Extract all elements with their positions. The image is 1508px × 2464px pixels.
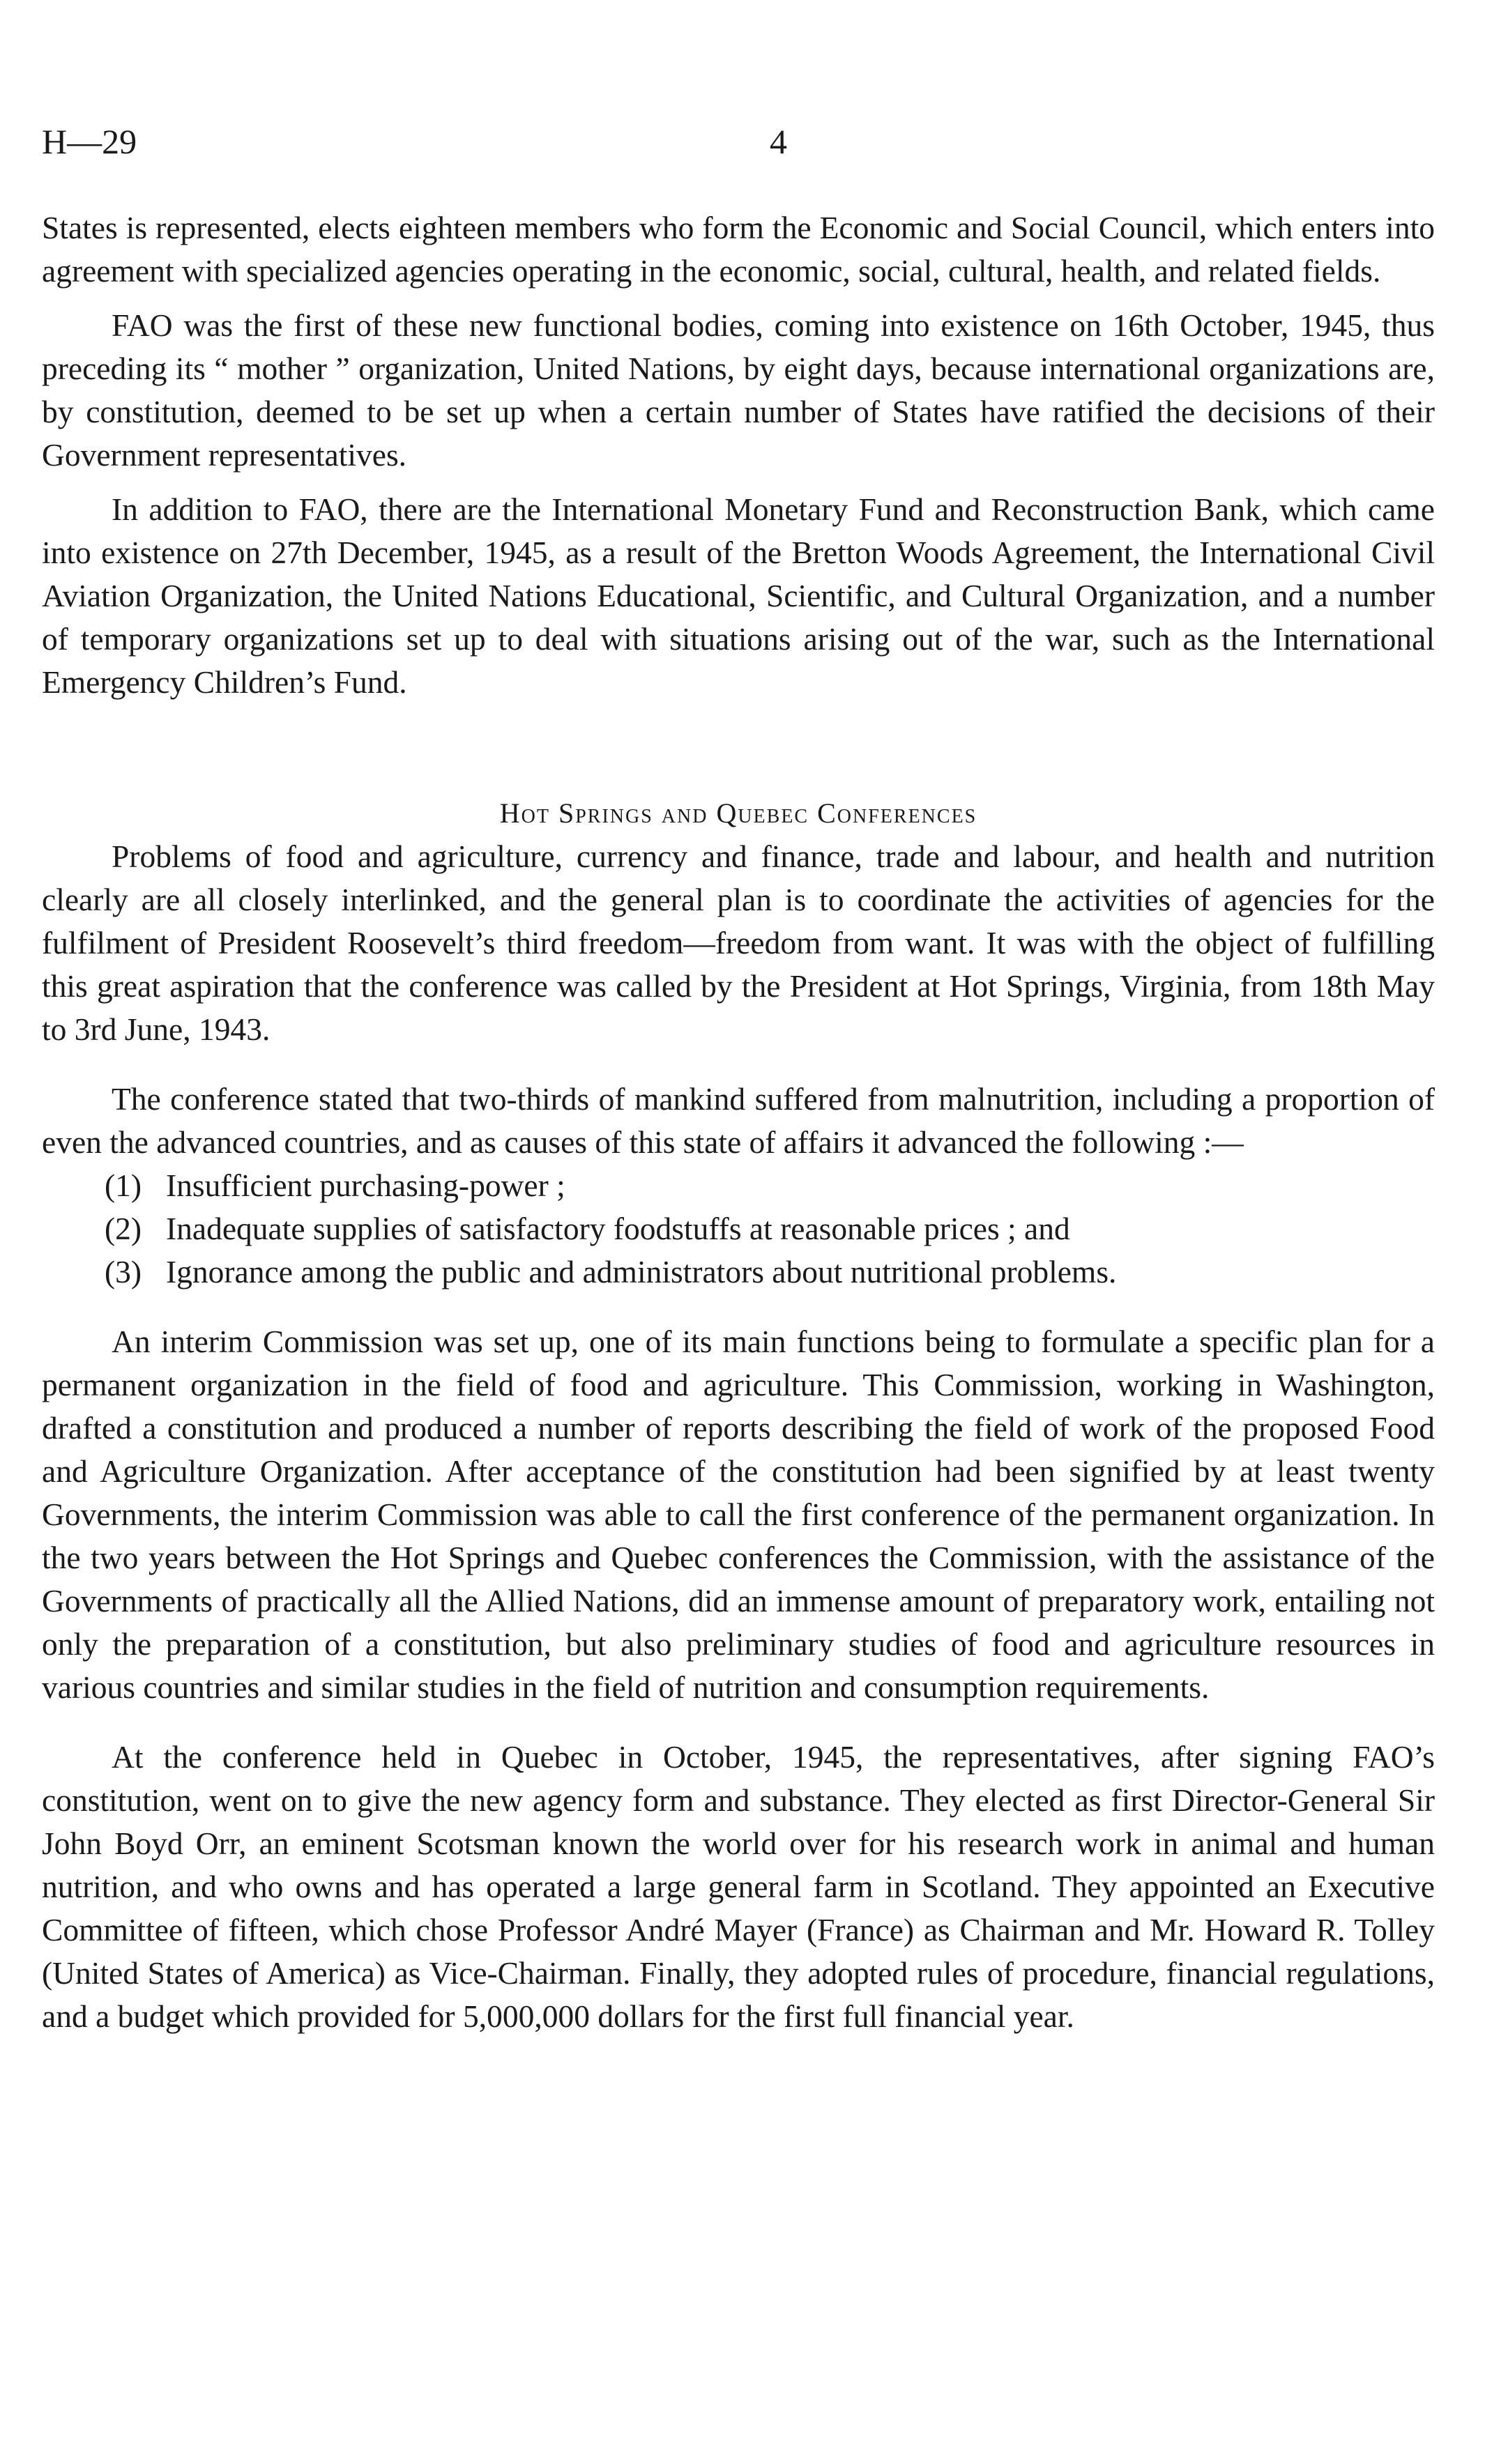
list-item-text: Inadequate supplies of satisfactory foodstuffs at reasonable prices ; and — [166, 1211, 1070, 1246]
list-item — [105, 1207, 1435, 1250]
page-header — [42, 117, 1435, 173]
list-item — [105, 1164, 1435, 1207]
paragraph-malnutrition: The conference stated that two-thirds of mankind suffered from malnutrition, including a proportion of even the advanced countries, and as causes of this state of affairs it advanced the following :— — [42, 1081, 1435, 1160]
document-reference: H—29 — [42, 122, 137, 161]
list-item-number: (1) — [105, 1168, 142, 1203]
section-body — [42, 835, 1435, 2038]
list-item-number: (2) — [105, 1211, 142, 1246]
list-item-number: (3) — [105, 1254, 142, 1290]
paragraph-quebec-conference: At the conference held in Quebec in October, 1945, the representatives, after signing FAO’s constitution, went on to give the new agency form and substance. They elected as first Director-General Sir John Boyd Orr, an eminent Scotsman known the world over for his research work in animal and human nutrition, and who owns and has operated a large general farm in Scotland. They appointed an Executive Committee of fifteen, which chose Professor André Mayer (France) as Chairman and Mr. Howard R. Tolley (United States of America) as Vice-Chairman. Finally, they adopted rules of procedure, financial regulations, and a budget which provided for 5,000,000 dollars for the first full financial year. — [42, 1739, 1435, 2034]
paragraph-problems: Problems of food and agriculture, currency and finance, trade and labour, and health and nutrition clearly are all closely interlinked, and the general plan is to coordinate the activities of agencies for the fulfilment of President Roosevelt’s third freedom—freedom from want. It was with the object of fulfilling this great aspiration that the conference was called by the President at Hot Springs, Virginia, from 18th May to 3rd June, 1943. — [42, 839, 1435, 1047]
section-heading: Hot Springs and Quebec Conferences — [499, 797, 977, 829]
list-item-text: Ignorance among the public and administrators about nutritional problems. — [166, 1254, 1117, 1290]
paragraph-continuation: States is represented, elects eighteen members who form the Economic and Social Council, which enters into agreement with specialized agencies operating in the economic, social, cultural, health, and related fields. — [42, 210, 1435, 289]
intro-text — [42, 206, 1435, 704]
causes-list — [42, 1164, 1435, 1294]
page-number: 4 — [770, 122, 787, 161]
list-item — [105, 1250, 1435, 1294]
document-page — [42, 117, 1435, 2038]
list-item-text: Insufficient purchasing-power ; — [166, 1168, 565, 1203]
paragraph-fao-first: FAO was the first of these new functional bodies, coming into existence on 16th October, 1945, thus preceding its “ mother ” organization, United Nations, by eight days, because international organizations are, by constitution, deemed to be set up when a certain number of States have ratified the decisions of their Government representatives. — [42, 307, 1435, 473]
paragraph-other-agencies: In addition to FAO, there are the International Monetary Fund and Reconstruction Bank, which came into existence on 27th December, 1945, as a result of the Bretton Woods Agreement, the International Civil Aviation Organization, the United Nations Educational, Scientific, and Cultural Organization, and a number of temporary organizations set up to deal with situations arising out of the war, such as the International Emergency Children’s Fund. — [42, 491, 1435, 700]
paragraph-interim-commission: An interim Commission was set up, one of its main functions being to formulate a specific plan for a permanent organization in the field of food and agriculture. This Commission, working in Washington, drafted a constitution and produced a number of reports describing the field of work of the proposed Food and Agriculture Organization. After acceptance of the constitution had been signified by at least twenty Governments, the interim Commission was able to call the first conference of the permanent organization. In the two years between the Hot Springs and Quebec conferences the Commission, with the assistance of the Governments of practically all the Allied Nations, did an immense amount of preparatory work, entailing not only the preparation of a constitution, but also preliminary studies of food and agriculture resources in various countries and similar studies in the field of nutrition and consumption requirements. — [42, 1324, 1435, 1705]
